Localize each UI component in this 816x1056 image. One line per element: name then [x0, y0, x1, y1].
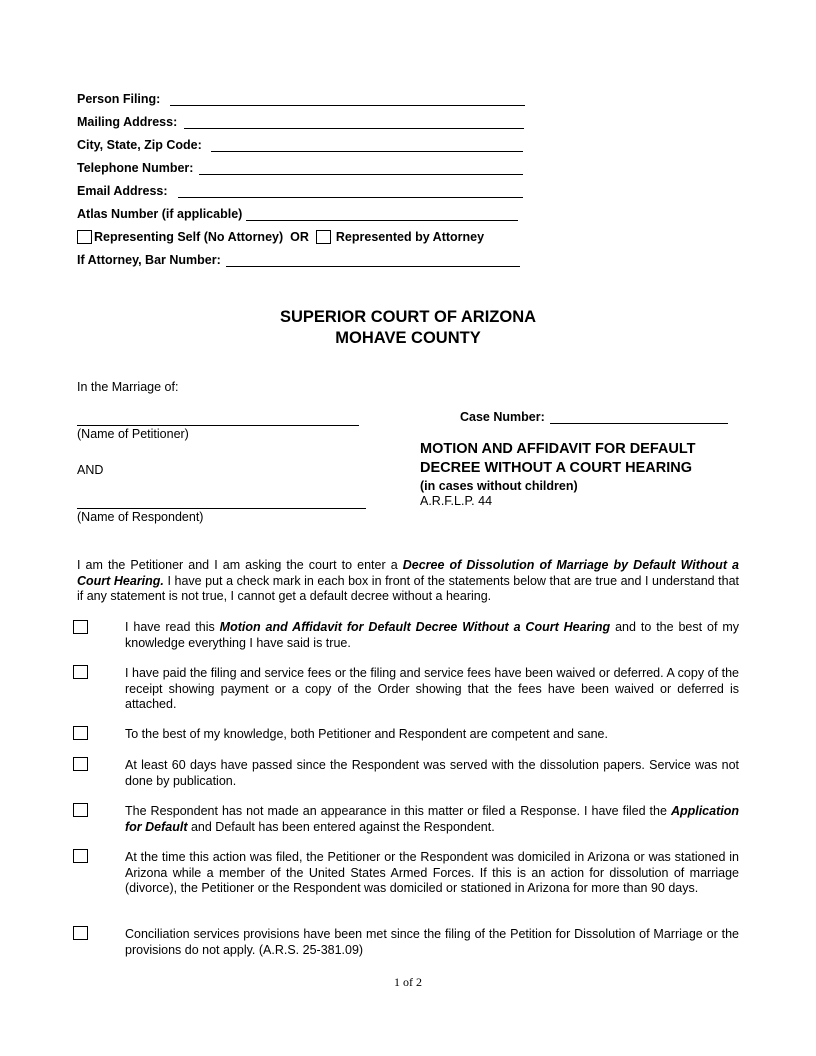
- item-4-text: At least 60 days have passed since the Respondent was served with the dissolution papers. Service was not done by publication.: [125, 758, 739, 788]
- item-1-text-a: I have read this: [125, 620, 220, 634]
- intro-paragraph: [77, 558, 739, 605]
- petitioner-name-field[interactable]: [77, 412, 359, 426]
- court-name: SUPERIOR COURT OF ARIZONA: [279, 308, 537, 326]
- document-title-line1: MOTION AND AFFIDAVIT FOR DEFAULT: [420, 441, 696, 457]
- representing-self-checkbox[interactable]: [77, 230, 92, 244]
- item-3-text: To the best of my knowledge, both Petitioner and Respondent are competent and sane.: [125, 727, 608, 741]
- item-7-checkbox[interactable]: [73, 926, 88, 940]
- telephone-field[interactable]: [199, 161, 523, 175]
- respondent-name-field[interactable]: [77, 495, 366, 509]
- case-number-label: Case Number:: [460, 410, 545, 424]
- item-2-text: I have paid the filing and service fees or the filing and service fees have been waived or deferred. A copy of the receipt showing payment or a copy of the Order showing that the fees have been waived or deferred is attached.: [125, 666, 739, 711]
- in-the-marriage-of: In the Marriage of:: [77, 380, 179, 394]
- bar-number-row: [77, 253, 520, 267]
- bar-number-label: If Attorney, Bar Number:: [77, 253, 221, 267]
- item-7-text: Conciliation services provisions have been met since the filing of the Petition for Dissolution of Marriage or the provisions do not apply. (A.R.S. 25-381.09): [125, 927, 739, 957]
- item-1-text: [125, 620, 739, 651]
- intro-emphasis: Decree of Dissolution of Marriage by Default Without a Court Hearing.: [77, 558, 740, 588]
- item-3-checkbox[interactable]: [73, 726, 88, 740]
- telephone-row: [77, 161, 523, 175]
- person-filing-field[interactable]: [170, 92, 525, 106]
- representation-row: [77, 230, 484, 244]
- intro-text-1: I am the Petitioner and I am asking the court to enter a: [77, 558, 403, 572]
- name-of-respondent-label: (Name of Respondent): [77, 510, 204, 524]
- bar-number-field[interactable]: [226, 253, 520, 267]
- item-1-checkbox[interactable]: [73, 620, 88, 634]
- mailing-address-field[interactable]: [184, 115, 524, 129]
- person-filing-label: Person Filing:: [77, 92, 161, 106]
- name-of-petitioner-label: (Name of Petitioner): [77, 427, 189, 441]
- page-number: 1 of 2: [394, 975, 422, 989]
- represented-by-attorney-label: Represented by Attorney: [335, 230, 485, 244]
- city-state-zip-row: [77, 138, 523, 152]
- email-row: [77, 184, 523, 198]
- representing-self-label: Representing Self (No Attorney): [94, 230, 284, 244]
- item-5-text-a: The Respondent has not made an appearance in this matter or filed a Response. I have filed the: [125, 804, 671, 818]
- and-label: AND: [77, 463, 104, 477]
- item-5-text-emph: Application for Default: [125, 804, 739, 834]
- intro-text-2: I have put a check mark in each box in front of the statements below that are true and I understand that if any statement is not true, I cannot get a default decree without a hearing.: [77, 573, 739, 603]
- item-5-text-c: and Default has been entered against the Respondent.: [187, 819, 495, 834]
- item-1-text-c: and to the best of my knowledge everything I have said is true.: [125, 620, 739, 650]
- court-county: MOHAVE COUNTY: [335, 329, 481, 347]
- document-subtitle: (in cases without children): [420, 479, 578, 493]
- atlas-label: Atlas Number (if applicable): [77, 207, 243, 221]
- or-label: OR: [290, 230, 309, 244]
- city-state-zip-label: City, State, Zip Code:: [77, 138, 202, 152]
- city-state-zip-field[interactable]: [211, 138, 523, 152]
- item-5-text: [125, 804, 739, 835]
- mailing-address-row: [77, 115, 524, 129]
- mailing-address-label: Mailing Address:: [77, 115, 178, 129]
- represented-by-attorney-checkbox[interactable]: [316, 230, 331, 244]
- person-filing-row: [77, 92, 525, 106]
- item-4-checkbox[interactable]: [73, 757, 88, 771]
- atlas-field[interactable]: [246, 207, 518, 221]
- email-field[interactable]: [178, 184, 523, 198]
- email-label: Email Address:: [77, 184, 168, 198]
- item-6-text: At the time this action was filed, the Petitioner or the Respondent was domiciled in Arizona or was stationed in Arizona while a member of the United States Armed Forces. If this is an action for dissolution of marriage (divorce), the Petitioner or the Respondent was domiciled or stationed in Arizona for more than 90 days.: [125, 850, 739, 895]
- item-1-text-emph: Motion and Affidavit for Default Decree Without a Court Hearing: [219, 620, 611, 634]
- case-number-field[interactable]: [550, 410, 728, 424]
- document-title-line2: DECREE WITHOUT A COURT HEARING: [420, 460, 693, 476]
- rule-reference: A.R.F.L.P. 44: [420, 494, 493, 508]
- item-5-checkbox[interactable]: [73, 803, 88, 817]
- telephone-label: Telephone Number:: [77, 161, 194, 175]
- item-2-checkbox[interactable]: [73, 665, 88, 679]
- case-number-row: [460, 410, 728, 424]
- atlas-row: [77, 207, 518, 221]
- item-6-checkbox[interactable]: [73, 849, 88, 863]
